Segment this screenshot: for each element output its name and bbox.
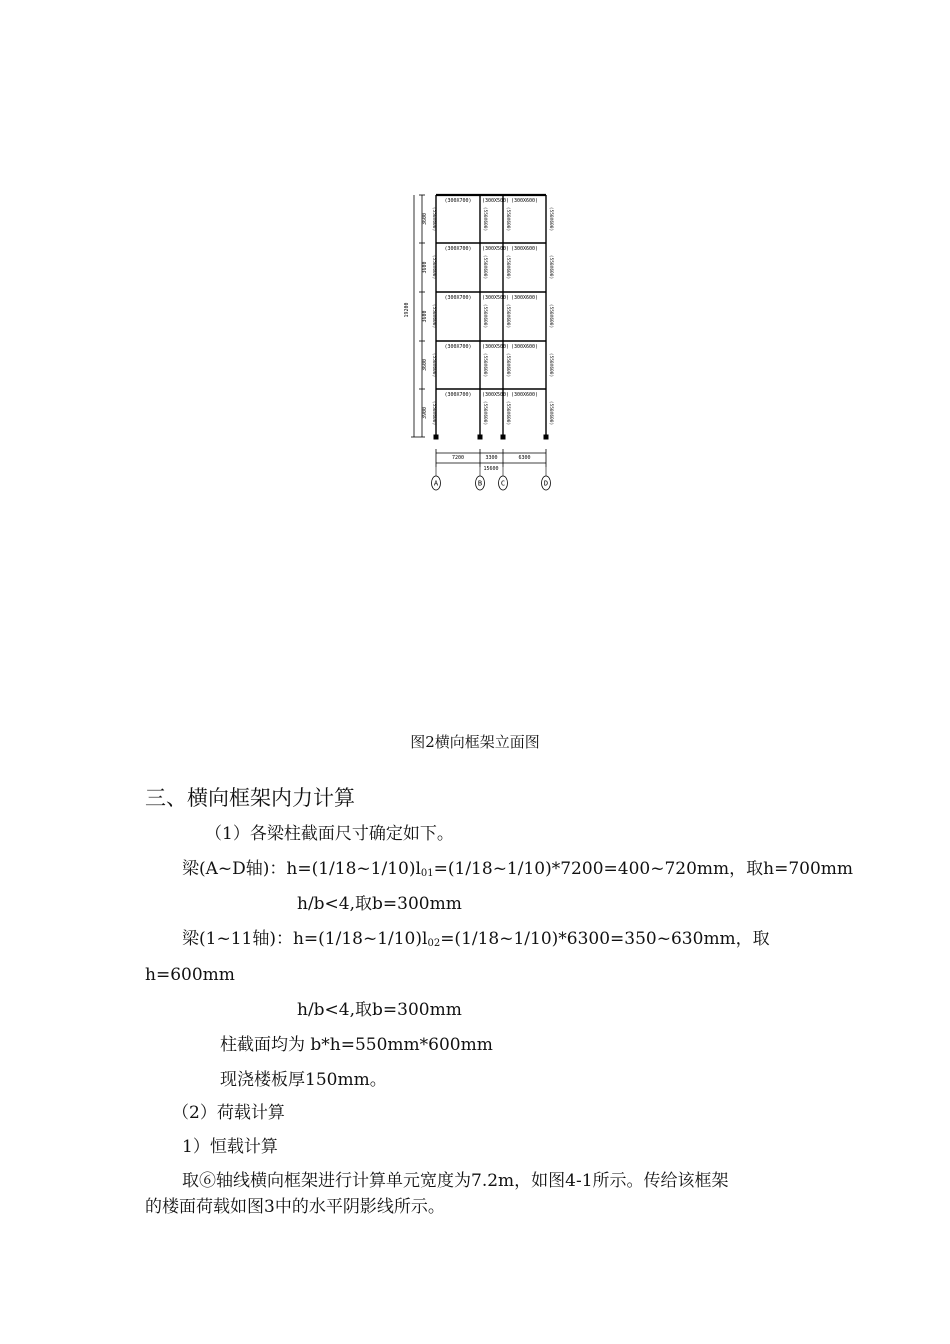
column-label: (550X600) [431, 254, 436, 280]
column-support [501, 435, 505, 439]
column-label: (550X600) [431, 206, 436, 232]
beam-label: (300X500) [481, 246, 510, 252]
beam-label: (300X700) [444, 344, 472, 350]
paragraph-line: h/b<4,取b=300mm [297, 1000, 462, 1020]
paragraph-line: 梁(A~D轴)：$h=(1/18\sim 1/10)l_{01}=(1/18\sim 1/10)*7200=400\sim 720mm$，取h=700mm [182, 859, 854, 879]
figure-caption: 图2横向框架立面图 [410, 733, 540, 751]
column-support [544, 435, 548, 439]
paragraph-line: 柱截面均为 b*h=550mm*600mm [220, 1035, 493, 1055]
beam-label: (300X600) [510, 344, 539, 350]
column-label: (550X600) [482, 303, 487, 329]
paragraph-line: 梁(1~11轴)：$h=(1/18\sim 1/10)l_{02}=(1/18\sim 1/10)*6300=350\sim 630mm$，取 [182, 929, 770, 949]
paragraph-line: 1）恒载计算 [182, 1137, 278, 1157]
beam-label: (300X600) [510, 198, 539, 204]
story-height-label: 3900 [422, 406, 428, 420]
story-height-label: 3600 [422, 310, 428, 323]
column-label: (550X600) [505, 400, 510, 426]
column-label: (550X600) [431, 400, 436, 426]
column-label: (550X600) [548, 206, 553, 232]
column-support [434, 435, 438, 439]
column-label: (550X600) [482, 400, 487, 426]
beam-label: (300X500) [481, 295, 510, 301]
beam-label: (300X600) [510, 246, 539, 252]
paragraph-line: 取⑥轴线横向框架进行计算单元宽度为7.2m，如图4-1所示。传给该框架 [182, 1171, 729, 1191]
beam-label: (300X600) [510, 392, 539, 398]
column-label: (550X600) [548, 400, 553, 426]
paragraph-line: 现浇楼板厚150mm。 [220, 1070, 387, 1090]
story-height-label: 3600 [422, 212, 428, 226]
beam-label: (300X500) [481, 344, 510, 350]
column-label: (550X600) [548, 254, 553, 280]
beam-label: (300X500) [481, 392, 510, 398]
column-label: (550X600) [482, 206, 487, 232]
bay-width-label: 3300 [485, 455, 498, 461]
beam-label: (300X700) [444, 198, 472, 204]
bay-width-label: 7200 [451, 455, 465, 461]
beam-label: (300X700) [444, 246, 472, 252]
story-height-label: 3600 [422, 358, 428, 372]
paragraph-line: h=600mm [145, 965, 235, 985]
paragraph-line: （1）各梁柱截面尺寸确定如下。 [205, 824, 454, 844]
total-width-label: 15600 [483, 466, 499, 472]
beam-label: (300X600) [510, 295, 539, 301]
bay-width-label: 6300 [518, 455, 531, 461]
paragraph-line: （2）荷载计算 [172, 1103, 285, 1123]
beam-label: (300X500) [481, 198, 510, 204]
section-title: 三、横向框架内力计算 [145, 786, 355, 810]
column-support [478, 435, 482, 439]
axis-label: A [433, 479, 439, 488]
frame-elevation-drawing [400, 185, 565, 495]
axis-label: C [500, 479, 506, 488]
paragraph-line: 的楼面荷载如图3中的水平阴影线所示。 [145, 1197, 445, 1217]
paragraph-line: h/b<4,取b=300mm [297, 894, 462, 914]
total-height-label: 19200 [404, 302, 410, 318]
column-label: (550X600) [431, 303, 436, 329]
beam-label: (300X700) [444, 295, 472, 301]
axis-label: B [477, 479, 483, 488]
story-height-label: 3600 [422, 261, 428, 274]
column-label: (550X600) [505, 254, 510, 280]
column-label: (550X600) [505, 206, 510, 232]
column-label: (550X600) [482, 352, 487, 378]
column-label: (550X600) [548, 352, 553, 378]
column-label: (550X600) [505, 303, 510, 329]
beam-label: (300X700) [444, 392, 472, 398]
column-label: (550X600) [505, 352, 510, 378]
axis-label: D [543, 479, 549, 488]
column-label: (550X600) [482, 254, 487, 280]
column-label: (550X600) [431, 352, 436, 378]
column-label: (550X600) [548, 303, 553, 329]
